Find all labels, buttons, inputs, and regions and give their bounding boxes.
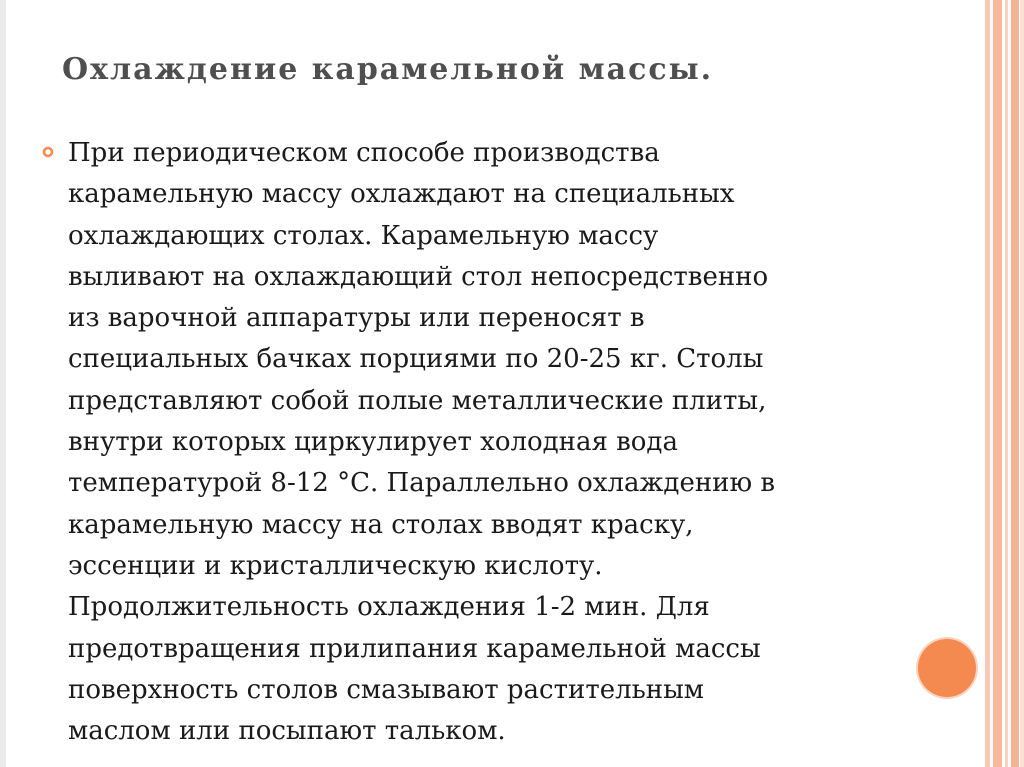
bullet-line: эссенции и кристаллическую кислоту. — [68, 550, 603, 581]
bullet-line: температурой 8-12 °С. Параллельно охлаждению в — [68, 468, 776, 499]
bullet-line: карамельную массу охлаждают на специальных — [68, 179, 735, 210]
bullet-ring-icon — [42, 146, 54, 158]
decorative-stripe — [1020, 0, 1024, 767]
decorative-stripe — [1005, 0, 1008, 767]
decorative-stripe — [985, 0, 990, 767]
bullet-line: карамельную массу на столах вводят краску, — [68, 509, 694, 540]
bullet-line: выливают на охлаждающий стол непосредственно — [68, 261, 769, 292]
bullet-line: маслом или посыпают тальком. — [68, 716, 506, 747]
decorative-stripe — [993, 0, 1002, 767]
left-border — [0, 0, 6, 767]
bullet-line: охлаждающих столах. Карамельную массу — [68, 220, 659, 251]
bullet-line: из варочной аппаратуры или переносят в — [68, 303, 645, 334]
bullet-line: поверхность столов смазывают растительным — [68, 674, 705, 705]
bullet-text — [68, 133, 918, 752]
decorative-circle — [918, 639, 976, 697]
bullet-line: представляют собой полые металлические плиты, — [68, 385, 767, 416]
bullet-line: внутри которых циркулирует холодная вода — [68, 427, 678, 458]
decorative-stripe — [1011, 0, 1019, 767]
bullet-line: специальных бачках порциями по 20-25 кг. Столы — [68, 344, 764, 375]
bullet-line: При периодическом способе производства — [68, 138, 660, 168]
slide-title: Охлаждение карамельной массы. — [62, 52, 714, 87]
bullet-line: предотвращения прилипания карамельной массы — [68, 633, 761, 664]
bullet-line: Продолжительность охлаждения 1-2 мин. Для — [68, 592, 710, 623]
